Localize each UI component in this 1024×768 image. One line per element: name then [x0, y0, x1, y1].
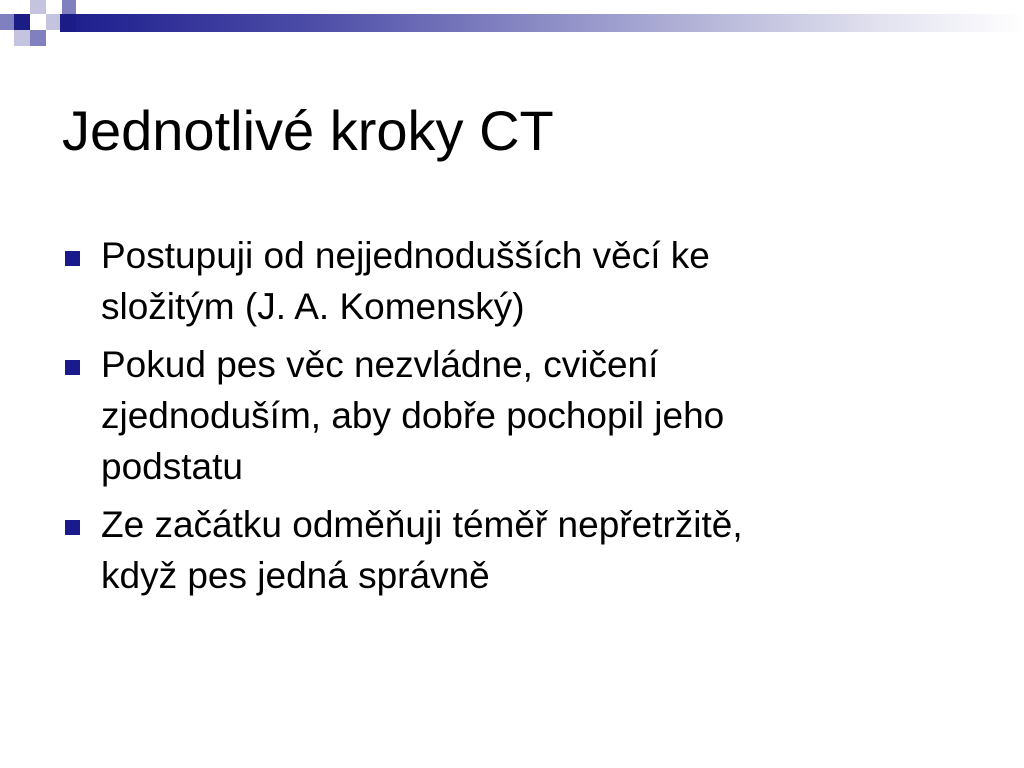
decor-square [14, 30, 30, 46]
bullet-text-line: Pokud pes věc nezvládne, cvičení [101, 344, 659, 385]
decor-square [60, 14, 76, 32]
bullet-text-line: zjednoduším, aby dobře pochopil jeho [101, 395, 725, 436]
bullet-item [62, 339, 962, 492]
bullet-text-line: složitým (J. A. Komenský) [101, 286, 525, 327]
bullet-item [62, 230, 962, 332]
square-bullet-icon [65, 251, 80, 266]
decor-square [46, 14, 60, 30]
square-bullet-icon [65, 520, 80, 535]
bullet-text-line: Ze začátku odměňuji téměř nepřetržitě, [101, 504, 743, 545]
decor-square [30, 30, 46, 46]
square-bullet-icon [65, 360, 80, 375]
decor-square [62, 0, 76, 14]
slide-title: Jednotlivé kroky CT [62, 99, 554, 162]
bullet-item [62, 499, 962, 601]
decorative-header-band [0, 0, 1024, 46]
decor-square [0, 14, 14, 30]
bullet-list [62, 230, 962, 608]
decor-square [30, 0, 46, 14]
bullet-text-line: když pes jedná správně [101, 555, 490, 596]
bullet-text-line: podstatu [101, 446, 243, 487]
bullet-text-line: Postupuji od nejjednodušších věcí ke [101, 235, 710, 276]
header-gradient-bar [76, 14, 1024, 32]
decor-square [14, 14, 30, 30]
